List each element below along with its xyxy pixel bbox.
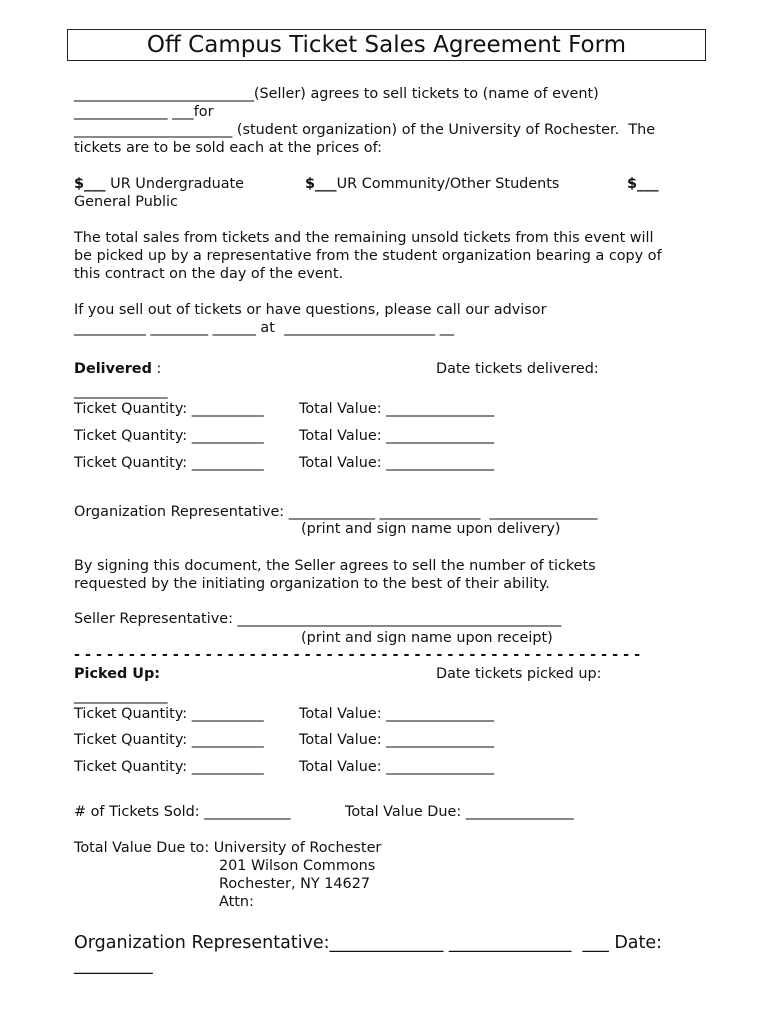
delivered-qty-2: Ticket Quantity: __________ (74, 428, 264, 444)
para-total-line-1: The total sales from tickets and the remaining unsold tickets from this event will (74, 230, 654, 246)
price-public-blank: $___ (627, 176, 659, 192)
seller-rep-note: (print and sign name upon receipt) (301, 630, 553, 646)
price-label: UR Undergraduate (105, 176, 245, 192)
picked-qty-2: Ticket Quantity: __________ (74, 732, 264, 748)
price-ur-undergraduate (74, 175, 244, 193)
picked-value-2: Total Value: _______________ (299, 732, 495, 748)
delivered-value-1: Total Value: _______________ (299, 401, 495, 417)
intro-line-4: tickets are to be sold each at the prices of: (74, 140, 382, 156)
tickets-sold-line: # of Tickets Sold: ____________ (74, 804, 291, 820)
footer-rep-date-line: Organization Representative:_____________ ______________ ___ Date: (74, 933, 663, 953)
delivered-heading (74, 360, 161, 378)
footer-date-blank: _________ (74, 955, 153, 975)
form-title: Off Campus Ticket Sales Agreement Form (67, 29, 706, 61)
cut-line-divider: - - - - - - - - - - - - - - - - - - - - - - - - - - - - - - - - - - - - - - - - - - - - - - - - - - - - (74, 647, 641, 663)
delivered-date-line: _____________ (74, 383, 168, 399)
para-signing-line-2: requested by the initiating organization to the best of their ability. (74, 576, 550, 592)
delivered-date-label: Date tickets delivered: (436, 361, 599, 377)
delivered-colon: : (151, 361, 162, 377)
seller-rep-line: Seller Representative: _____________________________________________ (74, 611, 562, 627)
intro-line-3: ______________________ (student organization) of the University of Rochester. The (74, 122, 656, 138)
para-signing-line-1: By signing this document, the Seller agrees to sell the number of tickets (74, 558, 596, 574)
picked-date-line: _____________ (74, 688, 168, 704)
delivered-qty-1: Ticket Quantity: __________ (74, 401, 264, 417)
address-line-2: Rochester, NY 14627 (219, 876, 371, 892)
picked-up-heading: Picked Up: (74, 666, 161, 682)
para-sellout-line-1: If you sell out of tickets or have questions, please call our advisor (74, 302, 547, 318)
picked-qty-3: Ticket Quantity: __________ (74, 759, 264, 775)
price-label: UR Community/Other Students (336, 176, 560, 192)
delivered-value-3: Total Value: _______________ (299, 455, 495, 471)
delivered-value-2: Total Value: _______________ (299, 428, 495, 444)
picked-value-3: Total Value: _______________ (299, 759, 495, 775)
delivered-qty-3: Ticket Quantity: __________ (74, 455, 264, 471)
price-public-label: General Public (74, 194, 178, 210)
delivered-label: Delivered (74, 361, 152, 377)
price-blank: $___ (74, 176, 106, 192)
price-blank: $___ (305, 176, 337, 192)
intro-line-1: _________________________(Seller) agrees to sell tickets to (name of event) (74, 86, 599, 102)
total-value-due-line: Total Value Due: _______________ (345, 804, 574, 820)
picked-date-label: Date tickets picked up: (436, 666, 602, 682)
address-line-1: 201 Wilson Commons (219, 858, 376, 874)
address-attn: Attn: (219, 894, 254, 910)
delivered-rep-line: Organization Representative: ____________ ______________ _______________ (74, 504, 598, 520)
intro-line-2: _____________ ___for (74, 104, 214, 120)
picked-qty-1: Ticket Quantity: __________ (74, 706, 264, 722)
price-ur-community (305, 175, 559, 193)
para-total-line-2: be picked up by a representative from the student organization bearing a copy of (74, 248, 662, 264)
para-sellout-line-2: __________ ________ ______ at _____________________ __ (74, 320, 455, 336)
para-total-line-3: this contract on the day of the event. (74, 266, 344, 282)
delivered-rep-note: (print and sign name upon delivery) (301, 521, 561, 537)
address-label: Total Value Due to: University of Rochester (74, 840, 382, 856)
picked-value-1: Total Value: _______________ (299, 706, 495, 722)
